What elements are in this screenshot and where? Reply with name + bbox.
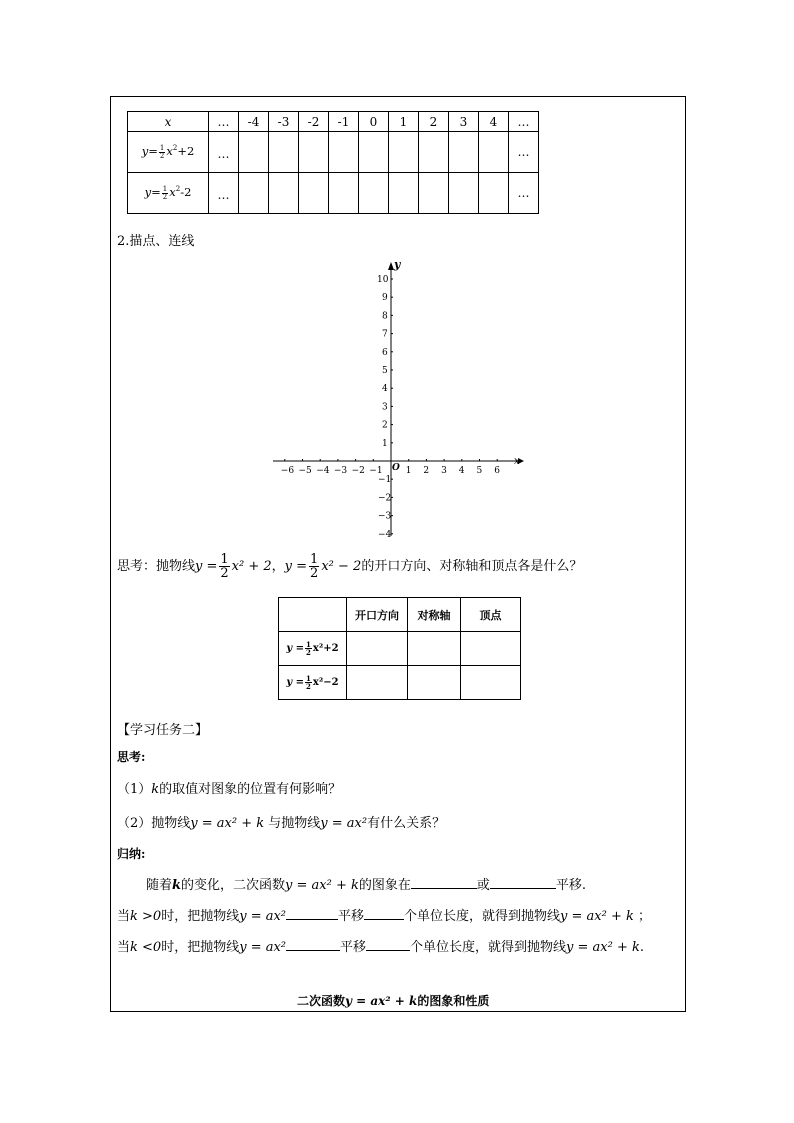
formula-exp: 2 xyxy=(172,144,178,153)
s3-cond: k <0 xyxy=(130,940,162,955)
x-tick-label: −1 xyxy=(369,466,383,476)
frac-num: 1 xyxy=(159,143,165,152)
y-tick-label: 8 xyxy=(382,311,388,322)
x-tick-label: 3 xyxy=(441,466,447,476)
coordinate-plane xyxy=(268,252,528,542)
table-cell-empty[interactable] xyxy=(329,132,359,173)
formula-var: x xyxy=(169,185,176,200)
eq2-lhs: y = xyxy=(284,559,308,574)
summary-line-1 xyxy=(146,874,586,893)
x-axis-label: x xyxy=(514,456,520,467)
y-tick-label: −3 xyxy=(378,511,392,522)
y-tick-label: −2 xyxy=(378,493,392,504)
table-cell-empty[interactable] xyxy=(359,173,389,214)
table-header-cell: -2 xyxy=(299,112,329,132)
frac-den: 2 xyxy=(220,566,229,581)
frac-den: 2 xyxy=(306,648,311,657)
answer-blank[interactable] xyxy=(490,876,556,889)
table-header-cell: 3 xyxy=(449,112,479,132)
frac-den: 2 xyxy=(310,566,319,581)
s1-eq: y = ax² + k xyxy=(285,878,359,893)
formula-tail: x²+2 xyxy=(312,643,339,654)
x-tick-label: −6 xyxy=(280,466,295,476)
summary-line-2 xyxy=(117,905,651,924)
y-tick-label: 5 xyxy=(382,366,388,376)
s1-b: 的变化，二次函数 xyxy=(181,878,286,893)
footer-eq: y = ax² + k xyxy=(345,994,418,1008)
s2-eq2: y = ax² + k xyxy=(560,909,634,924)
eq1-tail: x² + 2 xyxy=(231,559,272,574)
separator: ， xyxy=(271,559,285,574)
frac-num: 1 xyxy=(220,552,229,567)
x-tick-label: 6 xyxy=(494,466,500,476)
eq1-lhs: y = xyxy=(195,559,218,574)
y-axis-label: y xyxy=(394,258,401,271)
table-cell-empty[interactable] xyxy=(347,666,408,700)
answer-blank[interactable] xyxy=(411,876,477,889)
think1-suffix: 的开口方向、对称轴和顶点各是什么？ xyxy=(361,559,583,574)
table-cell-empty[interactable] xyxy=(299,132,329,173)
table-header-cell: 2 xyxy=(419,112,449,132)
question-2 xyxy=(117,812,445,831)
table-cell-empty[interactable] xyxy=(389,132,419,173)
q2-suffix: 有什么关系？ xyxy=(367,816,446,831)
s3-b: 时，把抛物线 xyxy=(161,940,240,955)
q1-text: 的取值对图象的位置有何影响？ xyxy=(159,782,342,797)
s2-d: 个单位长度，就得到抛物线 xyxy=(404,909,561,924)
think1-line xyxy=(117,553,582,580)
x-tick-label: 1 xyxy=(405,466,412,476)
y-tick-label: 3 xyxy=(382,402,388,413)
table-cell-empty[interactable] xyxy=(389,173,419,214)
q2-eq1: y = ax² + k xyxy=(190,816,265,831)
s3-d: 个单位长度，就得到抛物线 xyxy=(410,940,567,955)
table-cell-empty[interactable] xyxy=(269,132,299,173)
table-cell: … xyxy=(209,132,239,173)
row-label-2 xyxy=(128,173,209,214)
s3-a: 当 xyxy=(117,940,131,955)
table-cell: … xyxy=(209,173,239,214)
table-cell-empty[interactable] xyxy=(461,632,521,666)
table-cell-empty[interactable] xyxy=(449,132,479,173)
footer-b: 的图象和性质 xyxy=(417,994,490,1008)
s3-eq: y = ax² xyxy=(239,940,287,955)
frac-num: 1 xyxy=(162,184,168,193)
table-cell: … xyxy=(509,173,539,214)
s1-a: 随着 xyxy=(146,878,173,893)
table-cell-empty[interactable] xyxy=(239,173,269,214)
q2-mid: 与抛物线 xyxy=(268,816,321,831)
y-tick-label: −1 xyxy=(378,475,392,486)
s2-b: 时，把抛物线 xyxy=(161,909,240,924)
table-header-cell: -4 xyxy=(239,112,269,132)
step2-label: 2.描点、连线 xyxy=(117,234,195,249)
table-cell-empty[interactable] xyxy=(408,666,461,700)
formula-lhs: y = xyxy=(286,643,305,654)
frac-den: 2 xyxy=(159,151,165,160)
table-cell-empty[interactable] xyxy=(329,173,359,214)
answer-blank[interactable] xyxy=(364,907,404,920)
frac-den: 2 xyxy=(306,682,311,691)
s2-e: ； xyxy=(638,909,652,924)
table-cell-empty[interactable] xyxy=(449,173,479,214)
s1-c: 的图象在 xyxy=(358,878,411,893)
table-cell: … xyxy=(509,132,539,173)
s2-a: 当 xyxy=(117,909,131,924)
table-header-cell: 开口方向 xyxy=(347,598,408,632)
table-cell-empty[interactable] xyxy=(269,173,299,214)
table-header-cell xyxy=(279,598,347,632)
table-cell-empty[interactable] xyxy=(419,132,449,173)
x-tick-label: 5 xyxy=(476,466,483,476)
frac-den: 2 xyxy=(162,192,168,201)
x-tick-label: 4 xyxy=(458,466,465,476)
table-header-cell: 4 xyxy=(479,112,509,132)
table-header-cell: -3 xyxy=(269,112,299,132)
formula-lhs: y = xyxy=(286,677,305,688)
x-tick-label: −4 xyxy=(316,466,330,476)
table-header-cell: 0 xyxy=(359,112,389,132)
table-cell-empty[interactable] xyxy=(359,132,389,173)
x-tick-label: −2 xyxy=(351,466,365,476)
table-header-x: x xyxy=(128,112,209,132)
table-cell-empty[interactable] xyxy=(347,632,408,666)
summary-line-3 xyxy=(117,936,644,955)
formula-var: x xyxy=(166,144,173,159)
table-cell-empty[interactable] xyxy=(479,132,509,173)
formula-tail: +2 xyxy=(177,144,195,159)
y-tick-label: −4 xyxy=(378,529,392,540)
s2-cond: k >0 xyxy=(130,909,162,924)
footer-a: 二次函数 xyxy=(297,994,346,1008)
table-cell-empty[interactable] xyxy=(419,173,449,214)
formula-tail: -2 xyxy=(180,185,192,200)
s3-c: 平移 xyxy=(340,940,367,955)
think-label: 思考: xyxy=(117,750,146,764)
answer-blank[interactable] xyxy=(286,907,338,920)
x-tick-label: −3 xyxy=(333,466,348,476)
table-cell-empty[interactable] xyxy=(461,666,521,700)
s3-e: . xyxy=(639,940,645,955)
row-label-1 xyxy=(279,632,347,666)
q1-var: k xyxy=(151,782,160,797)
y-tick-label: 10 xyxy=(377,275,389,285)
table-header-cell: 1 xyxy=(389,112,419,132)
footer-title xyxy=(297,992,489,1009)
think1-prefix: 思考：抛物线 xyxy=(117,559,196,574)
summary-label: 归纳: xyxy=(117,847,146,861)
formula-lhs: y= xyxy=(141,144,158,159)
q2-prefix: （2）抛物线 xyxy=(117,816,191,831)
y-tick-label: 1 xyxy=(382,438,388,449)
x-tick-label: −5 xyxy=(298,466,312,476)
question-1 xyxy=(117,778,341,797)
frac-num: 1 xyxy=(306,640,311,649)
s2-eq: y = ax² xyxy=(239,909,287,924)
x-tick-label: 2 xyxy=(423,466,430,476)
task2-title: 【学习任务二】 xyxy=(117,723,209,738)
table-cell-empty[interactable] xyxy=(299,173,329,214)
answer-blank[interactable] xyxy=(366,938,410,951)
table-cell-empty[interactable] xyxy=(239,132,269,173)
q1-prefix: （1） xyxy=(117,782,152,797)
table-cell-empty[interactable] xyxy=(408,632,461,666)
table-cell-empty[interactable] xyxy=(479,173,509,214)
table-header-cell: -1 xyxy=(329,112,359,132)
row-label-2 xyxy=(279,666,347,700)
origin-label: O xyxy=(392,463,400,473)
frac-num: 1 xyxy=(306,674,311,683)
y-tick-label: 7 xyxy=(382,329,388,340)
s1-d: 或 xyxy=(476,878,490,893)
y-tick-label: 9 xyxy=(382,293,388,304)
answer-blank[interactable] xyxy=(286,938,340,951)
value-table xyxy=(127,111,539,214)
table-header-cell: 顶点 xyxy=(461,598,521,632)
y-tick-label: 4 xyxy=(382,384,388,395)
s1-e: 平移. xyxy=(555,878,587,893)
row-label-1 xyxy=(128,132,209,173)
formula-lhs: y= xyxy=(144,185,161,200)
s1-k: k xyxy=(172,878,182,893)
y-tick-label: 2 xyxy=(382,420,388,431)
y-tick-label: 6 xyxy=(382,347,388,358)
s2-c: 平移 xyxy=(338,909,365,924)
q2-eq2: y = ax² xyxy=(320,816,368,831)
properties-table xyxy=(278,597,521,700)
frac-num: 1 xyxy=(310,552,319,567)
table-header-cell: 对称轴 xyxy=(408,598,461,632)
s3-eq2: y = ax² + k xyxy=(566,940,640,955)
eq2-tail: x² − 2 xyxy=(321,559,362,574)
table-header-cell: … xyxy=(509,112,539,132)
formula-tail: x²−2 xyxy=(312,677,339,688)
formula-exp: 2 xyxy=(175,185,181,194)
table-header-cell: … xyxy=(209,112,239,132)
